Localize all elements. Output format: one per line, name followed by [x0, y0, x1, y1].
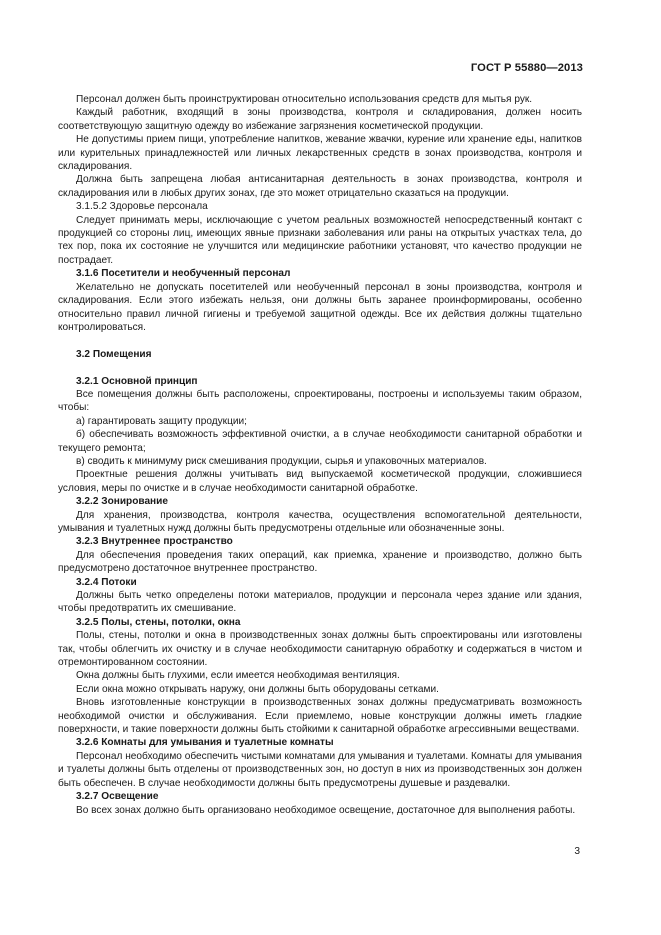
section-heading: 3.2.4 Потоки: [76, 576, 137, 588]
paragraph: Не допустимы прием пищи, употребление напитков, жевание жвачки, курение или хранение еды, напитков или курительных принадлежностей или личных лекарственных средств в зонах производства, контроля и складирования.: [58, 134, 582, 173]
list-item: б) обеспечивать возможность эффективной очистки, а в случае необходимости санитарной обработки и текущего ремонта;: [58, 429, 582, 454]
paragraph: Персонал необходимо обеспечить чистыми комнатами для умывания и туалетами. Комнаты для умывания и туалеты должны быть отделены от производственных зон, но доступ в них из производственных зон должен быть обеспечен. В случае необходимости должны быть предусмотрены душевые и раздевалки.: [58, 750, 582, 789]
document-body: [58, 93, 582, 817]
section-heading: 3.2.5 Полы, стены, потолки, окна: [76, 616, 241, 628]
paragraph: Вновь изготовленные конструкции в производственных зонах должны предусматривать возможность необходимой очистки и обслуживания. Если приемлемо, новые конструкции должны иметь гладкие поверхности, и такие поверхности должны быть стойкими к санитарной обработке агрессивными веществами.: [58, 697, 582, 736]
paragraph: Если окна можно открывать наружу, они должны быть оборудованы сетками.: [76, 683, 439, 695]
paragraph: Для обеспечения проведения таких операций, как приемка, хранение и производство, должно быть предусмотрено достаточное внутреннее пространство.: [58, 549, 582, 575]
paragraph: Полы, стены, потолки и окна в производственных зонах должны быть спроектированы или изготовлены так, чтобы облегчить их очистку и в случае необходимости санитарную обработку и содержаться в чистом и отремонтированном состоянии.: [58, 630, 582, 669]
paragraph: Следует принимать меры, исключающие с учетом реальных возможностей непосредственный контакт с продукцией со стороны лиц, имеющих явные признаки заболевания или раны на открытых участках тела, до тех пор, пока их состояние не улучшится или медицинские работники установят, что качество продукции не пострадает.: [58, 214, 582, 266]
paragraph: Окна должны быть глухими, если имеется необходимая вентиляция.: [76, 670, 400, 682]
paragraph: Каждый работник, входящий в зоны производства, контроля и складирования, должен носить соответствующую защитную одежду во избежание загрязнения косметической продукции.: [58, 107, 582, 132]
paragraph: Проектные решения должны учитывать вид выпускаемой косметической продукции, сложившиеся условия, меры по очистке и в случае необходимости санитарной обработке.: [58, 469, 582, 494]
paragraph: Желательно не допускать посетителей или необученный персонал в зоны производства, контроля и складирования. Если этого избежать нельзя, они должны быть заранее проинформированы, особенно относительно правил личной гигиены и требуемой защитной одежды. Все их действия должны тщательно контролироваться.: [58, 281, 582, 333]
section-heading: 3.2.2 Зонирование: [76, 496, 168, 508]
paragraph: Для хранения, производства, контроля качества, осуществления вспомогательной деятельности, умывания и туалетных нужд должны быть предусмотрены отдельные или обозначенные зоны.: [58, 509, 582, 534]
subsection-heading: 3.1.5.2 Здоровье персонала: [76, 201, 208, 213]
section-heading: 3.2.1 Основной принцип: [76, 375, 198, 387]
section-heading: 3.2.6 Комнаты для умывания и туалетные комнаты: [76, 737, 334, 749]
list-item: в) сводить к минимуму риск смешивания продукции, сырья и упаковочных материалов.: [76, 455, 487, 467]
list-item: а) гарантировать защиту продукции;: [76, 415, 247, 427]
section-heading: 3.2.3 Внутреннее пространство: [76, 536, 233, 548]
paragraph: Все помещения должны быть расположены, спроектированы, построены и используемы таким образом, чтобы:: [58, 388, 582, 414]
paragraph: Должны быть четко определены потоки материалов, продукции и персонала через здание или здания, чтобы предотвратить их смешивание.: [58, 590, 582, 615]
section-heading: 3.1.6 Посетители и необученный персонал: [76, 268, 291, 280]
section-heading: 3.2 Помещения: [76, 348, 152, 360]
paragraph: Персонал должен быть проинструктирован относительно использования средств для мытья рук.: [76, 94, 533, 105]
paragraph: Во всех зонах должно быть организовано необходимое освещение, достаточное для выполнения работы.: [76, 804, 576, 816]
standard-header: ГОСТ Р 55880—2013: [470, 62, 583, 74]
page-number: 3: [574, 846, 580, 857]
section-heading: 3.2.7 Освещение: [76, 791, 159, 803]
paragraph: Должна быть запрещена любая антисанитарная деятельность в зонах производства, контроля и складирования или в любых других зонах, где это может отрицательно сказаться на продукции.: [58, 174, 582, 199]
